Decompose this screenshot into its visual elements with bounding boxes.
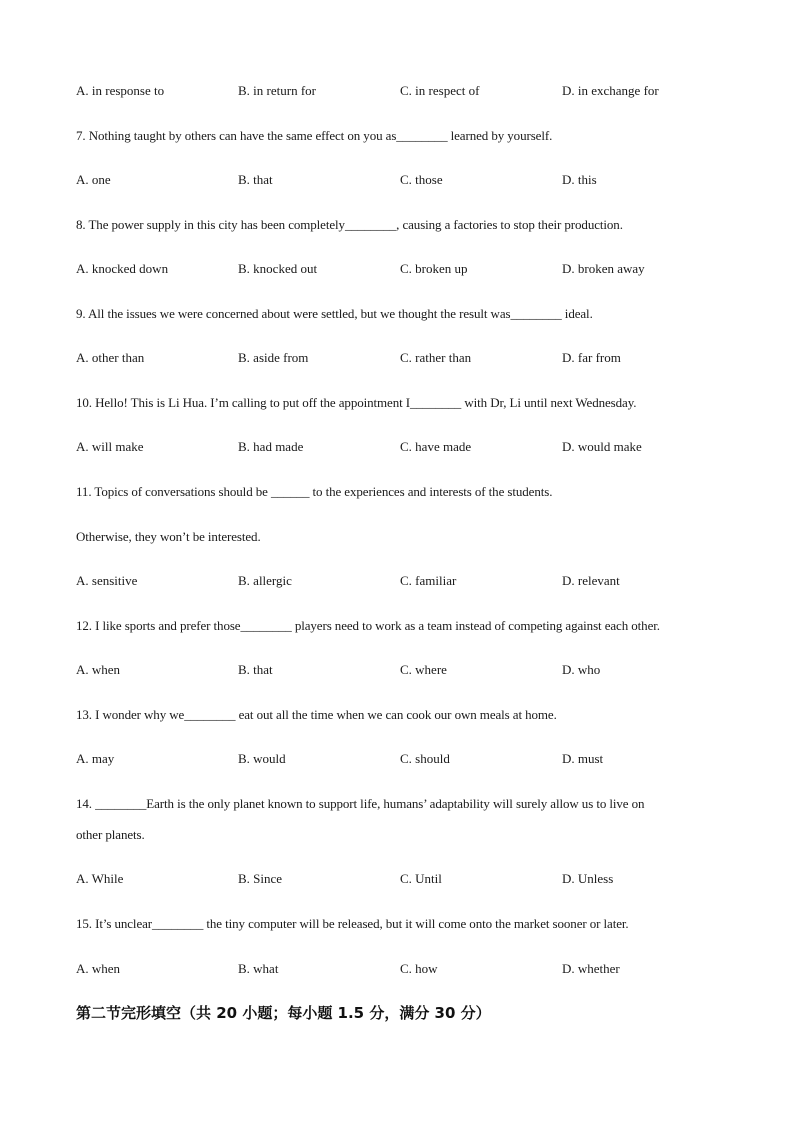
- option-a: A. one: [76, 172, 111, 187]
- question-15-options: [0, 960, 794, 978]
- option-b: B. in return for: [238, 83, 316, 98]
- section-title: 第二节完形填空（共 20 小题；每小题 1.5 分，满分 30 分）: [76, 1004, 491, 1022]
- question-12-stem: 12. I like sports and prefer those________ players need to work as a team instead of competing against each other.: [76, 618, 660, 633]
- question-13-stem: 13. I wonder why we________ eat out all the time when we can cook our own meals at home.: [76, 707, 557, 722]
- question-7-options: [0, 171, 794, 189]
- option-c: C. have made: [400, 439, 472, 454]
- option-a: A. knocked down: [76, 261, 169, 276]
- option-d: D. far from: [562, 350, 621, 365]
- option-b: B. that: [238, 172, 273, 187]
- option-b: B. allergic: [238, 573, 292, 588]
- question-11-stem: 11. Topics of conversations should be ______ to the experiences and interests of the students.: [76, 484, 553, 499]
- option-d: D. whether: [562, 961, 620, 976]
- option-d: D. would make: [562, 439, 642, 454]
- question-8-stem: 8. The power supply in this city has been completely________, causing a factories to stop their production.: [76, 217, 623, 232]
- option-c: C. broken up: [400, 261, 468, 276]
- option-a: A. when: [76, 662, 121, 677]
- option-a: A. other than: [76, 350, 145, 365]
- question-14-stem: 14. ________Earth is the only planet known to support life, humans’ adaptability will surely allow us to live on: [76, 796, 645, 811]
- option-a: A. sensitive: [76, 573, 138, 588]
- option-c: C. those: [400, 172, 443, 187]
- question-6-options: [0, 82, 794, 100]
- option-c: C. how: [400, 961, 438, 976]
- question-13-options: [0, 750, 794, 768]
- question-9-stem: 9. All the issues we were concerned about were settled, but we thought the result was________ ideal.: [76, 306, 593, 321]
- option-b: B. aside from: [238, 350, 309, 365]
- option-d: D. who: [562, 662, 601, 677]
- option-d: D. this: [562, 172, 597, 187]
- option-d: D. broken away: [562, 261, 645, 276]
- question-7-stem: 7. Nothing taught by others can have the same effect on you as________ learned by yourself.: [76, 128, 553, 143]
- option-b: B. would: [238, 751, 286, 766]
- option-d: D. in exchange for: [562, 83, 659, 98]
- question-10-stem: 10. Hello! This is Li Hua. I’m calling to put off the appointment I________ with Dr, Li until next Wednesday.: [76, 395, 637, 410]
- option-c: C. should: [400, 751, 450, 766]
- option-c: C. Until: [400, 871, 442, 886]
- option-a: A. in response to: [76, 83, 165, 98]
- question-12-options: [0, 661, 794, 679]
- option-d: D. Unless: [562, 871, 614, 886]
- option-b: B. knocked out: [238, 261, 318, 276]
- option-c: C. rather than: [400, 350, 472, 365]
- question-10-options: [0, 438, 794, 456]
- option-b: B. Since: [238, 871, 283, 886]
- option-b: B. what: [238, 961, 279, 976]
- question-11-stem-continued: Otherwise, they won’t be interested.: [76, 529, 261, 544]
- option-d: D. must: [562, 751, 604, 766]
- option-b: B. that: [238, 662, 273, 677]
- option-a: A. may: [76, 751, 115, 766]
- question-14-stem-continued: other planets.: [76, 827, 145, 842]
- option-c: C. in respect of: [400, 83, 480, 98]
- option-c: C. familiar: [400, 573, 457, 588]
- question-11-options: [0, 572, 794, 590]
- question-15-stem: 15. It’s unclear________ the tiny computer will be released, but it will come onto the market sooner or later.: [76, 916, 629, 931]
- question-8-options: [0, 260, 794, 278]
- question-9-options: [0, 349, 794, 367]
- option-a: A. when: [76, 961, 121, 976]
- option-d: D. relevant: [562, 573, 620, 588]
- option-a: A. While: [76, 871, 124, 886]
- option-b: B. had made: [238, 439, 304, 454]
- question-14-options: [0, 870, 794, 888]
- option-a: A. will make: [76, 439, 144, 454]
- option-c: C. where: [400, 662, 447, 677]
